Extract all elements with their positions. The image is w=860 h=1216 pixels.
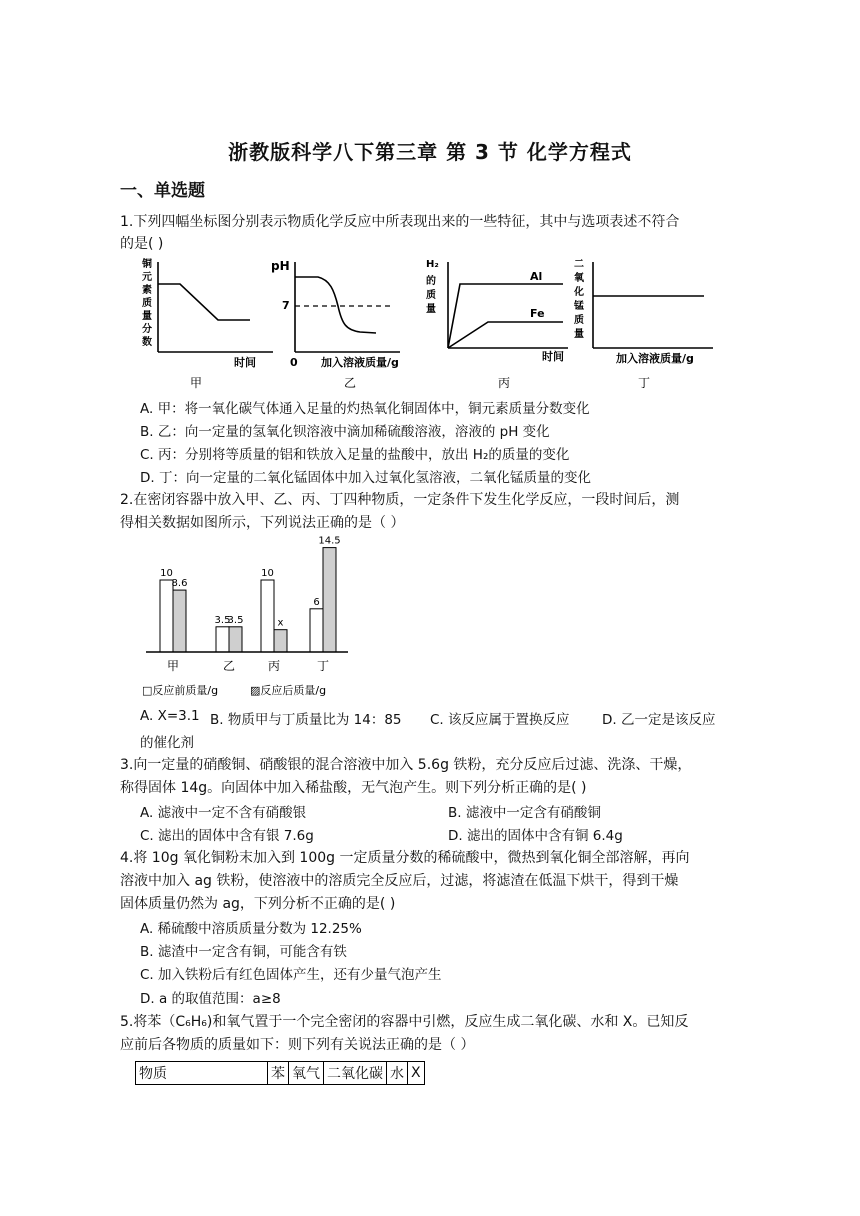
graph-ding-xlabel: 加入溶液质量/g [616, 352, 694, 365]
bar-label-after-1: 3.5 [227, 614, 244, 626]
graph-ding-ylabel-1: 氧 [574, 273, 584, 284]
category-label-1: 乙 [222, 659, 236, 673]
category-label-0: 甲 [166, 659, 180, 673]
graph-jia-ylabel-4: 量 [142, 311, 152, 322]
q3-option-b[interactable]: B. 滤液中一定含有硝酸铜 [448, 805, 601, 821]
graph-ding-caption: 丁 [638, 376, 651, 390]
graph-bing-ylabel-0: H₂ [426, 259, 439, 270]
bar-label-before-2: 10 [261, 568, 274, 579]
graph-jia-ylabel-1: 元 [142, 272, 152, 283]
section-heading: 一、单选题 [120, 181, 205, 201]
table-header-water: 水 [387, 1062, 408, 1085]
category-label-3: 丁 [316, 659, 330, 673]
q3-option-d[interactable]: D. 滤出的固体中含有铜 6.4g [448, 828, 623, 844]
bar-label-before-0: 10 [160, 568, 173, 579]
q4-option-a[interactable]: A. 稀硫酸中溶质质量分数为 12.25% [140, 921, 362, 937]
bar-before-1 [216, 627, 229, 652]
graph-bing-ylabel-2: 质 [426, 290, 436, 301]
q1-stem-line2: 的是( ) [120, 236, 164, 252]
legend-before: □反应前质量/g [142, 684, 219, 697]
bar-before-3 [310, 609, 323, 652]
bar-after-3 [323, 548, 336, 652]
bar-before-2 [261, 580, 274, 652]
table-header-co2: 二氧化碳 [324, 1062, 387, 1085]
graph-yi-caption: 乙 [344, 376, 357, 390]
q1-graphs [138, 254, 728, 394]
graph-ding-ylabel-5: 量 [574, 329, 584, 340]
table-header-oxygen: 氧气 [289, 1062, 324, 1085]
q5-stem-line2: 应前后各物质的质量如下：则下列有关说法正确的是（ ） [120, 1037, 475, 1053]
graph-jia-caption: 甲 [190, 376, 203, 390]
graph-yi-tick-7: 7 [282, 299, 290, 312]
graph-yi-origin: 0 [290, 356, 298, 369]
q1-option-a[interactable]: A. 甲：将一氧化碳气体通入足量的灼热氧化铜固体中，铜元素质量分数变化 [140, 401, 590, 417]
q2-stem-line1: 2.在密闭容器中放入甲、乙、丙、丁四种物质，一定条件下发生化学反应，一段时间后，测 [120, 492, 680, 508]
q1-option-c[interactable]: C. 丙：分别将等质量的铝和铁放入足量的盐酸中，放出 H₂的质量的变化 [140, 447, 570, 463]
graph-jia [141, 257, 273, 390]
q1-option-b[interactable]: B. 乙：向一定量的氢氧化钡溶液中滴加稀硫酸溶液，溶液的 pH 变化 [140, 424, 550, 440]
q2-option-d[interactable]: D. 乙一定是该反应 [602, 712, 716, 728]
q4-option-d[interactable]: D. a 的取值范围：a≥8 [140, 991, 281, 1007]
q1-stem-line1: 1.下列四幅坐标图分别表示物质化学反应中所表现出来的一些特征，其中与选项表述不符合 [120, 214, 680, 230]
bar-after-1 [229, 627, 242, 652]
graph-ding-ylabel-3: 锰 [574, 301, 584, 312]
graph-bing-ylabel-1: 的 [426, 276, 436, 287]
q2-option-a[interactable]: A. X=3.1 [140, 708, 200, 724]
bar-label-after-2: x [277, 617, 284, 629]
legend-after: ▨反应后质量/g [250, 684, 327, 697]
bar-label-after-0: 8.6 [171, 578, 188, 590]
q5-mass-table [135, 1061, 425, 1085]
graph-bing-caption: 丙 [498, 376, 511, 390]
q4-option-b[interactable]: B. 滤渣中一定含有铜，可能含有铁 [140, 944, 347, 960]
table-header-benzene: 苯 [268, 1062, 289, 1085]
graph-bing-xlabel: 时间 [542, 350, 564, 363]
table-header-substance: 物质 [136, 1062, 268, 1085]
q2-stem-line2: 得相关数据如图所示，下列说法正确的是（ ） [120, 515, 405, 531]
q3-option-a[interactable]: A. 滤液中一定不含有硝酸银 [140, 805, 307, 821]
bar-label-after-3: 14.5 [318, 536, 341, 547]
graph-jia-ylabel-3: 质 [142, 298, 152, 309]
q3-option-c[interactable]: C. 滤出的固体中含有银 7.6g [140, 828, 314, 844]
graph-ding [573, 258, 713, 390]
graph-ding-ylabel-4: 质 [574, 315, 584, 326]
q2-option-d-continued: 的催化剂 [140, 735, 194, 751]
bar-after-2 [274, 630, 287, 652]
graph-bing-fe-label: Fe [530, 307, 545, 320]
category-label-2: 丙 [267, 659, 281, 673]
graph-jia-ylabel-6: 数 [142, 337, 152, 348]
graph-yi [271, 259, 400, 390]
q2-bar-chart [138, 536, 368, 702]
graph-bing [426, 259, 568, 390]
graph-jia-xlabel: 时间 [234, 356, 256, 369]
page-title: 浙教版科学八下第三章 第 3 节 化学方程式 [228, 140, 632, 164]
q2-option-c[interactable]: C. 该反应属于置换反应 [430, 712, 570, 728]
graph-yi-xlabel: 加入溶液质量/g [321, 356, 399, 369]
graph-jia-ylabel-0: 铜 [142, 259, 152, 270]
graph-jia-ylabel-5: 分 [142, 324, 152, 335]
q4-stem-line1: 4.将 10g 氧化铜粉末加入到 100g 一定质量分数的稀硫酸中，微热到氧化铜全部溶解，再向 [120, 850, 690, 866]
graph-jia-ylabel-2: 素 [142, 285, 152, 296]
graph-yi-ylabel: pH [271, 259, 290, 273]
q4-stem-line2: 溶液中加入 ag 铁粉，使溶液中的溶质完全反应后，过滤，将滤渣在低温下烘干，得到干燥 [120, 873, 679, 889]
q1-option-d[interactable]: D. 丁：向一定量的二氧化锰固体中加入过氧化氢溶液，二氧化锰质量的变化 [140, 470, 591, 486]
q2-option-b[interactable]: B. 物质甲与丁质量比为 14：85 [210, 712, 402, 728]
table-row [136, 1062, 425, 1085]
q4-stem-line3: 固体质量仍然为 ag，下列分析不正确的是( ) [120, 896, 396, 912]
graph-bing-ylabel-3: 量 [426, 304, 436, 315]
bar-before-0 [160, 580, 173, 652]
bar-after-0 [173, 590, 186, 652]
q5-stem-line1: 5.将苯（C₆H₆)和氧气置于一个完全密闭的容器中引燃，反应生成二氧化碳、水和 X。已知反 [120, 1014, 689, 1030]
bar-label-before-1: 3.5 [214, 614, 231, 626]
q3-stem-line1: 3.向一定量的硝酸铜、硝酸银的混合溶液中加入 5.6g 铁粉，充分反应后过滤、洗涤、干燥， [120, 757, 692, 773]
table-header-x: X [408, 1062, 425, 1085]
q4-option-c[interactable]: C. 加入铁粉后有红色固体产生，还有少量气泡产生 [140, 967, 442, 983]
q3-stem-line2: 称得固体 14g。向固体中加入稀盐酸，无气泡产生。则下列分析正确的是( ) [120, 780, 587, 796]
graph-ding-ylabel-2: 化 [574, 287, 584, 298]
graph-ding-ylabel-0: 二 [574, 259, 584, 270]
graph-bing-al-label: Al [530, 270, 543, 283]
bar-label-before-3: 6 [313, 596, 320, 608]
